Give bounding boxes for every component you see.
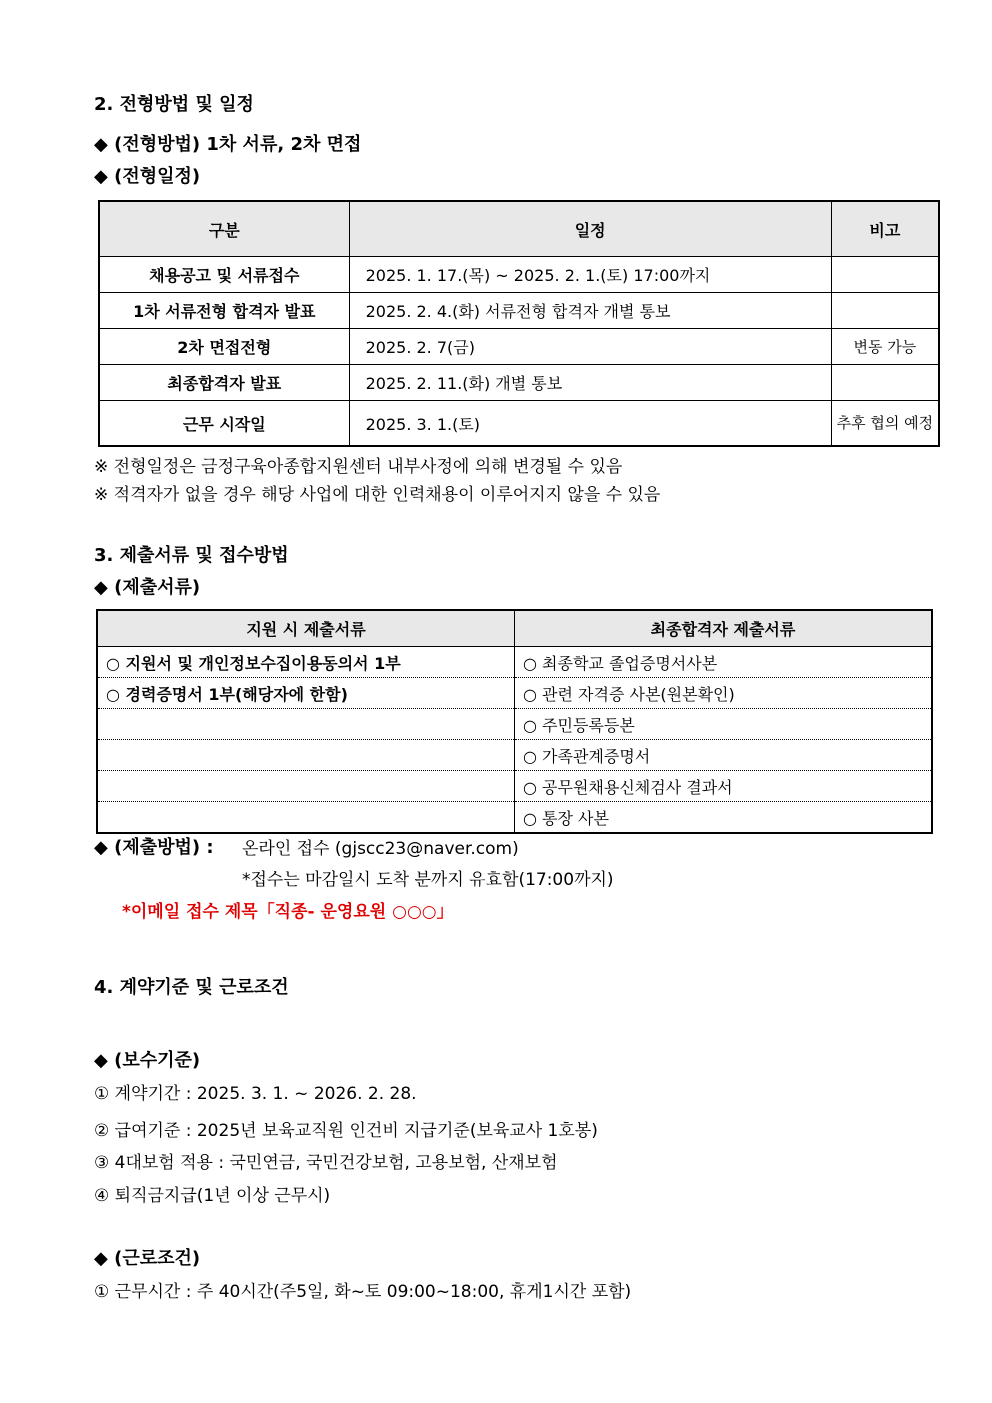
method-line: ◆ (전형방법) 1차 서류, 2차 면접	[94, 134, 362, 155]
date-cell: 2025. 2. 7(금)	[349, 329, 831, 365]
table-row	[97, 802, 932, 834]
header-applicant-docs: 지원 시 제출서류	[97, 610, 515, 647]
stage-cell: 채용공고 및 서류접수	[99, 257, 349, 293]
table-row	[97, 678, 932, 709]
header-note: 비고	[831, 201, 939, 257]
section4-title: 4. 계약기준 및 근로조건	[94, 977, 289, 998]
note-cell	[831, 365, 939, 401]
final-doc-cell: ○ 공무원채용신체검사 결과서	[515, 771, 933, 802]
schedule-heading: ◆ (전형일정)	[94, 166, 201, 187]
final-doc-cell: ○ 가족관계증명서	[515, 740, 933, 771]
date-cell: 2025. 2. 4.(화) 서류전형 합격자 개별 통보	[349, 293, 831, 329]
table-row	[99, 329, 939, 365]
table-row	[97, 740, 932, 771]
note-line: ※ 전형일정은 금정구육아종합지원센터 내부사정에 의해 변경될 수 있음	[94, 457, 623, 477]
table-row	[97, 709, 932, 740]
pay-item: ③ 4대보험 적용 : 국민연금, 국민건강보험, 고용보험, 산재보험	[94, 1153, 558, 1173]
documents-table	[96, 609, 933, 834]
pay-heading: ◆ (보수기준)	[94, 1050, 201, 1071]
stage-cell: 2차 면접전형	[99, 329, 349, 365]
pay-item: ① 계약기간 : 2025. 3. 1. ~ 2026. 2. 28.	[94, 1084, 417, 1104]
table-row	[97, 647, 932, 678]
note-cell: 변동 가능	[831, 329, 939, 365]
applicant-doc-cell	[97, 740, 515, 771]
table-row	[99, 365, 939, 401]
note-cell	[831, 293, 939, 329]
header-category: 구분	[99, 201, 349, 257]
submit-text: 온라인 접수 (gjscc23@naver.com)	[242, 839, 519, 859]
applicant-doc-cell	[97, 771, 515, 802]
final-doc-cell: ○ 주민등록등본	[515, 709, 933, 740]
submit-label: ◆ (제출방법) :	[94, 837, 214, 858]
table-row	[97, 771, 932, 802]
header-final-docs: 최종합격자 제출서류	[515, 610, 933, 647]
stage-cell: 최종합격자 발표	[99, 365, 349, 401]
stage-cell: 근무 시작일	[99, 401, 349, 447]
header-date: 일정	[349, 201, 831, 257]
email-subject: *이메일 접수 제목「직종- 운영요원 ○○○」	[122, 902, 454, 922]
section3-title: 3. 제출서류 및 접수방법	[94, 545, 289, 566]
table-row	[99, 401, 939, 447]
final-doc-cell: ○ 관련 자격증 사본(원본확인)	[515, 678, 933, 709]
note-cell	[831, 257, 939, 293]
submit-note: *접수는 마감일시 도착 분까지 유효함(17:00까지)	[242, 870, 614, 890]
applicant-doc-cell	[97, 709, 515, 740]
work-item: ① 근무시간 : 주 40시간(주5일, 화~토 09:00~18:00, 휴게1시간 포함)	[94, 1282, 632, 1302]
work-heading: ◆ (근로조건)	[94, 1248, 201, 1269]
date-cell: 2025. 3. 1.(토)	[349, 401, 831, 447]
date-cell: 2025. 1. 17.(목) ~ 2025. 2. 1.(토) 17:00까지	[349, 257, 831, 293]
pay-item: ② 급여기준 : 2025년 보육교직원 인건비 지급기준(보육교사 1호봉)	[94, 1121, 598, 1141]
applicant-doc-cell	[97, 802, 515, 834]
date-cell: 2025. 2. 11.(화) 개별 통보	[349, 365, 831, 401]
applicant-doc-cell: ○ 경력증명서 1부(해당자에 한함)	[97, 678, 515, 709]
note-cell: 추후 협의 예정	[831, 401, 939, 447]
pay-item: ④ 퇴직금지급(1년 이상 근무시)	[94, 1186, 331, 1206]
section2-title: 2. 전형방법 및 일정	[94, 94, 254, 115]
final-doc-cell: ○ 최종학교 졸업증명서사본	[515, 647, 933, 678]
stage-cell: 1차 서류전형 합격자 발표	[99, 293, 349, 329]
docs-heading: ◆ (제출서류)	[94, 577, 201, 598]
final-doc-cell: ○ 통장 사본	[515, 802, 933, 834]
note-line: ※ 적격자가 없을 경우 해당 사업에 대한 인력채용이 이루어지지 않을 수 있음	[94, 485, 661, 505]
table-row	[99, 257, 939, 293]
applicant-doc-cell: ○ 지원서 및 개인정보수집이용동의서 1부	[97, 647, 515, 678]
table-row	[99, 293, 939, 329]
schedule-table	[98, 200, 940, 447]
